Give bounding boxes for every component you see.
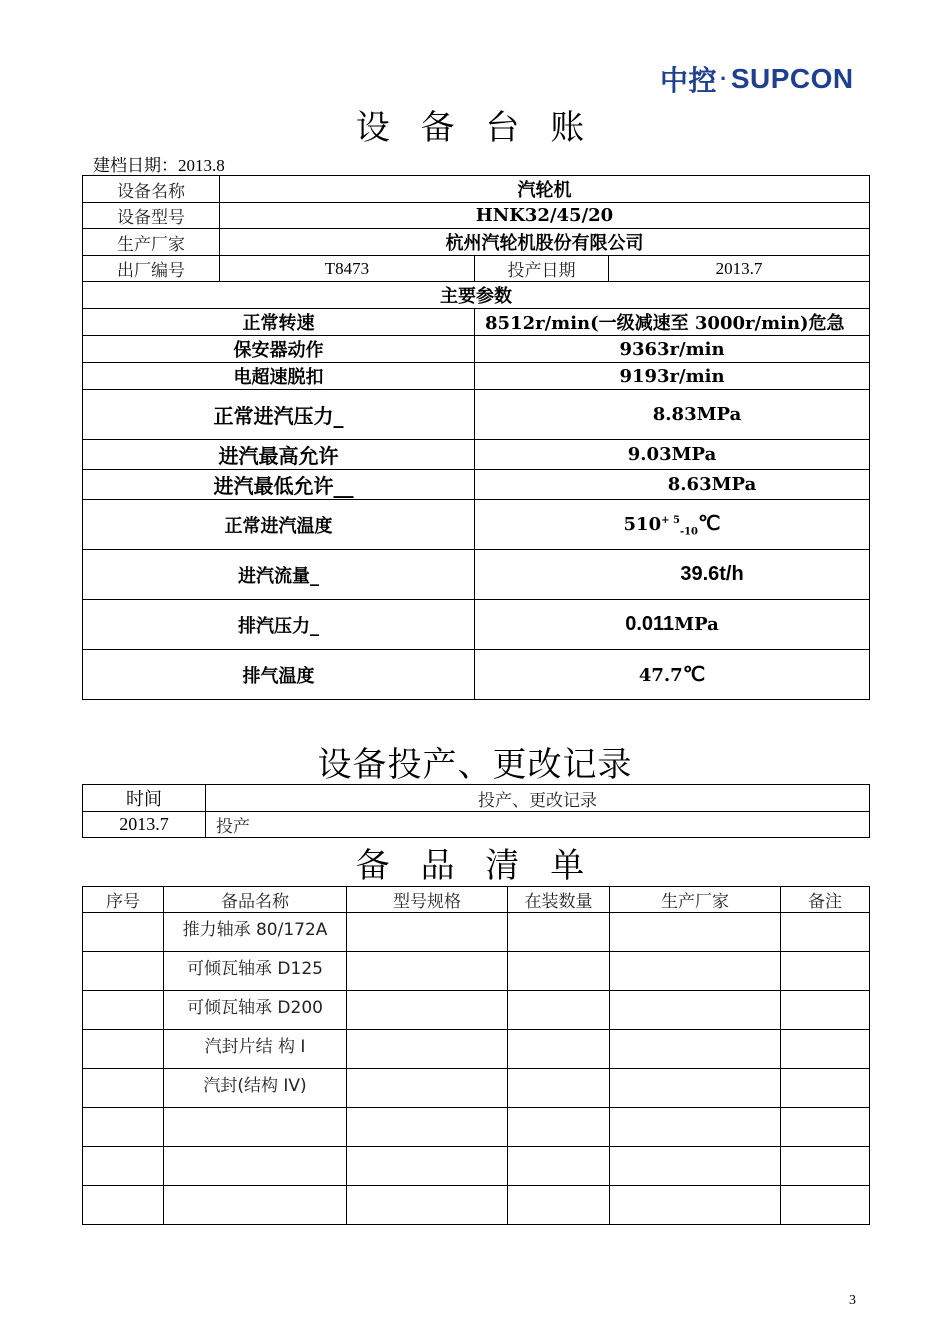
param-value: 8.83MPa [475,390,870,440]
spares-row [83,1186,870,1225]
records-header-record: 投产、更改记录 [206,785,870,812]
param-value-unit: MPa [674,614,719,635]
spares-row [83,913,870,952]
spares-row [83,1147,870,1186]
records-title: 设备投产、更改记录 [317,745,633,785]
spares-header-cell: 在装数量 [508,887,610,913]
spares-header-cell: 备注 [781,887,870,913]
label-maker: 生产厂家 [83,229,220,256]
spares-cell [781,913,870,952]
spares-cell [508,913,610,952]
value-maker: 杭州汽轮机股份有限公司 [220,229,870,256]
spares-cell: 可倾瓦轴承 D200 [164,991,347,1030]
spares-cell [610,952,781,991]
param-name: 进汽最低允许__ [83,470,475,500]
param-value: 8.63MPa [475,470,870,500]
param-row [83,363,870,390]
records-row [83,812,870,838]
spares-cell [508,1069,610,1108]
spares-row [83,991,870,1030]
spares-cell [83,1030,164,1069]
page-title: 设 备 台 账 [355,108,595,148]
param-name: 电超速脱扣 [83,363,475,390]
spares-row [83,952,870,991]
spares-cell: 可倾瓦轴承 D125 [164,952,347,991]
param-row [83,550,870,600]
row-params-header [83,282,870,309]
row-serial [83,256,870,282]
spares-header-cell: 型号规格 [347,887,508,913]
spares-cell [347,1186,508,1225]
spares-cell [347,1069,508,1108]
label-name: 设备名称 [83,176,220,203]
param-value-base: 510 [623,514,662,536]
spares-cell [508,1147,610,1186]
param-row [83,600,870,650]
param-value [475,650,870,700]
spares-cell [347,913,508,952]
param-value [475,600,870,650]
param-name: 正常进汽压力_ [83,390,475,440]
spares-cell [610,1108,781,1147]
spares-header-cell: 生产厂家 [610,887,781,913]
spares-cell [610,1147,781,1186]
records-header-row [83,785,870,812]
param-value-num: 47.7 [638,665,683,686]
param-value: 39.6t/h [475,550,870,600]
spares-cell [83,991,164,1030]
spares-cell [508,952,610,991]
spares-cell [164,1108,347,1147]
equipment-info-table [82,175,870,700]
spares-header-cell: 备品名称 [164,887,347,913]
row-maker [83,229,870,256]
row-model [83,203,870,229]
spares-cell [164,1186,347,1225]
spares-cell [164,1147,347,1186]
spares-cell [347,1108,508,1147]
spares-cell [83,1147,164,1186]
spares-cell [508,1030,610,1069]
records-table [82,784,870,838]
params-header: 主要参数 [83,282,870,309]
spares-cell [781,952,870,991]
value-name: 汽轮机 [220,176,870,203]
param-name: 正常进汽温度 [83,500,475,550]
param-row [83,390,870,440]
spares-cell [83,1069,164,1108]
param-name: 保安器动作 [83,336,475,363]
spares-cell [610,1030,781,1069]
spares-header-row [83,887,870,913]
spares-cell [508,991,610,1030]
param-row [83,500,870,550]
spares-row [83,1108,870,1147]
spares-cell [347,1030,508,1069]
records-header-time: 时间 [83,785,206,812]
param-value: 9.03MPa [475,440,870,470]
spares-row [83,1030,870,1069]
archive-date: 建档日期：2013.8 [93,156,225,175]
param-value-sub: -10 [679,526,699,538]
param-value: 8512r/min(一级减速至 3000r/min)危急 [475,309,870,336]
param-name: 进汽流量_ [83,550,475,600]
spares-cell: 汽封(结构 IV) [164,1069,347,1108]
spares-cell [610,991,781,1030]
value-start-date: 2013.7 [609,256,870,282]
param-value: 9363r/min [475,336,870,363]
spares-cell: 推力轴承 80/172A [164,913,347,952]
spares-cell [781,1186,870,1225]
logo-cn: 中控 [660,65,718,96]
row-name [83,176,870,203]
spares-table [82,886,870,1225]
records-cell-time: 2013.7 [83,812,206,838]
records-cell-record: 投产 [206,812,870,838]
spares-cell [610,913,781,952]
spares-cell [781,1147,870,1186]
spares-cell [83,913,164,952]
param-row [83,470,870,500]
logo-en: SUPCON [730,63,854,94]
param-value-num: 0.011 [625,613,675,635]
param-value: 9193r/min [475,363,870,390]
value-model: HNK32/45/20 [220,203,870,229]
label-model: 设备型号 [83,203,220,229]
param-row [83,440,870,470]
spares-cell [610,1186,781,1225]
param-name: 正常转速 [83,309,475,336]
label-serial: 出厂编号 [83,256,220,282]
spares-cell [508,1108,610,1147]
spares-cell [83,952,164,991]
spares-title: 备 品 清 单 [355,846,595,886]
spares-cell [781,1069,870,1108]
param-value-unit: ℃ [682,664,706,686]
value-serial: T8473 [220,256,475,282]
param-name: 排气温度 [83,650,475,700]
spares-header-cell: 序号 [83,887,164,913]
supcon-logo [660,62,854,96]
spares-cell [347,991,508,1030]
param-name: 排汽压力_ [83,600,475,650]
spares-cell [610,1069,781,1108]
spares-cell [781,1030,870,1069]
param-name: 进汽最高允许 [83,440,475,470]
spares-cell [781,1108,870,1147]
spares-cell [347,952,508,991]
page-number: 3 [849,1293,856,1308]
param-row [83,336,870,363]
param-row [83,650,870,700]
spares-cell [347,1147,508,1186]
param-value-sup: + 5 [661,515,680,527]
param-value [475,500,870,550]
spares-cell [83,1186,164,1225]
spares-cell [508,1186,610,1225]
spares-cell [83,1108,164,1147]
logo-dot: · [720,66,728,91]
label-start-date: 投产日期 [475,256,609,282]
param-value-unit: ℃ [698,513,721,536]
param-row [83,309,870,336]
spares-cell: 汽封片结 构 I [164,1030,347,1069]
spares-row [83,1069,870,1108]
spares-cell [781,991,870,1030]
